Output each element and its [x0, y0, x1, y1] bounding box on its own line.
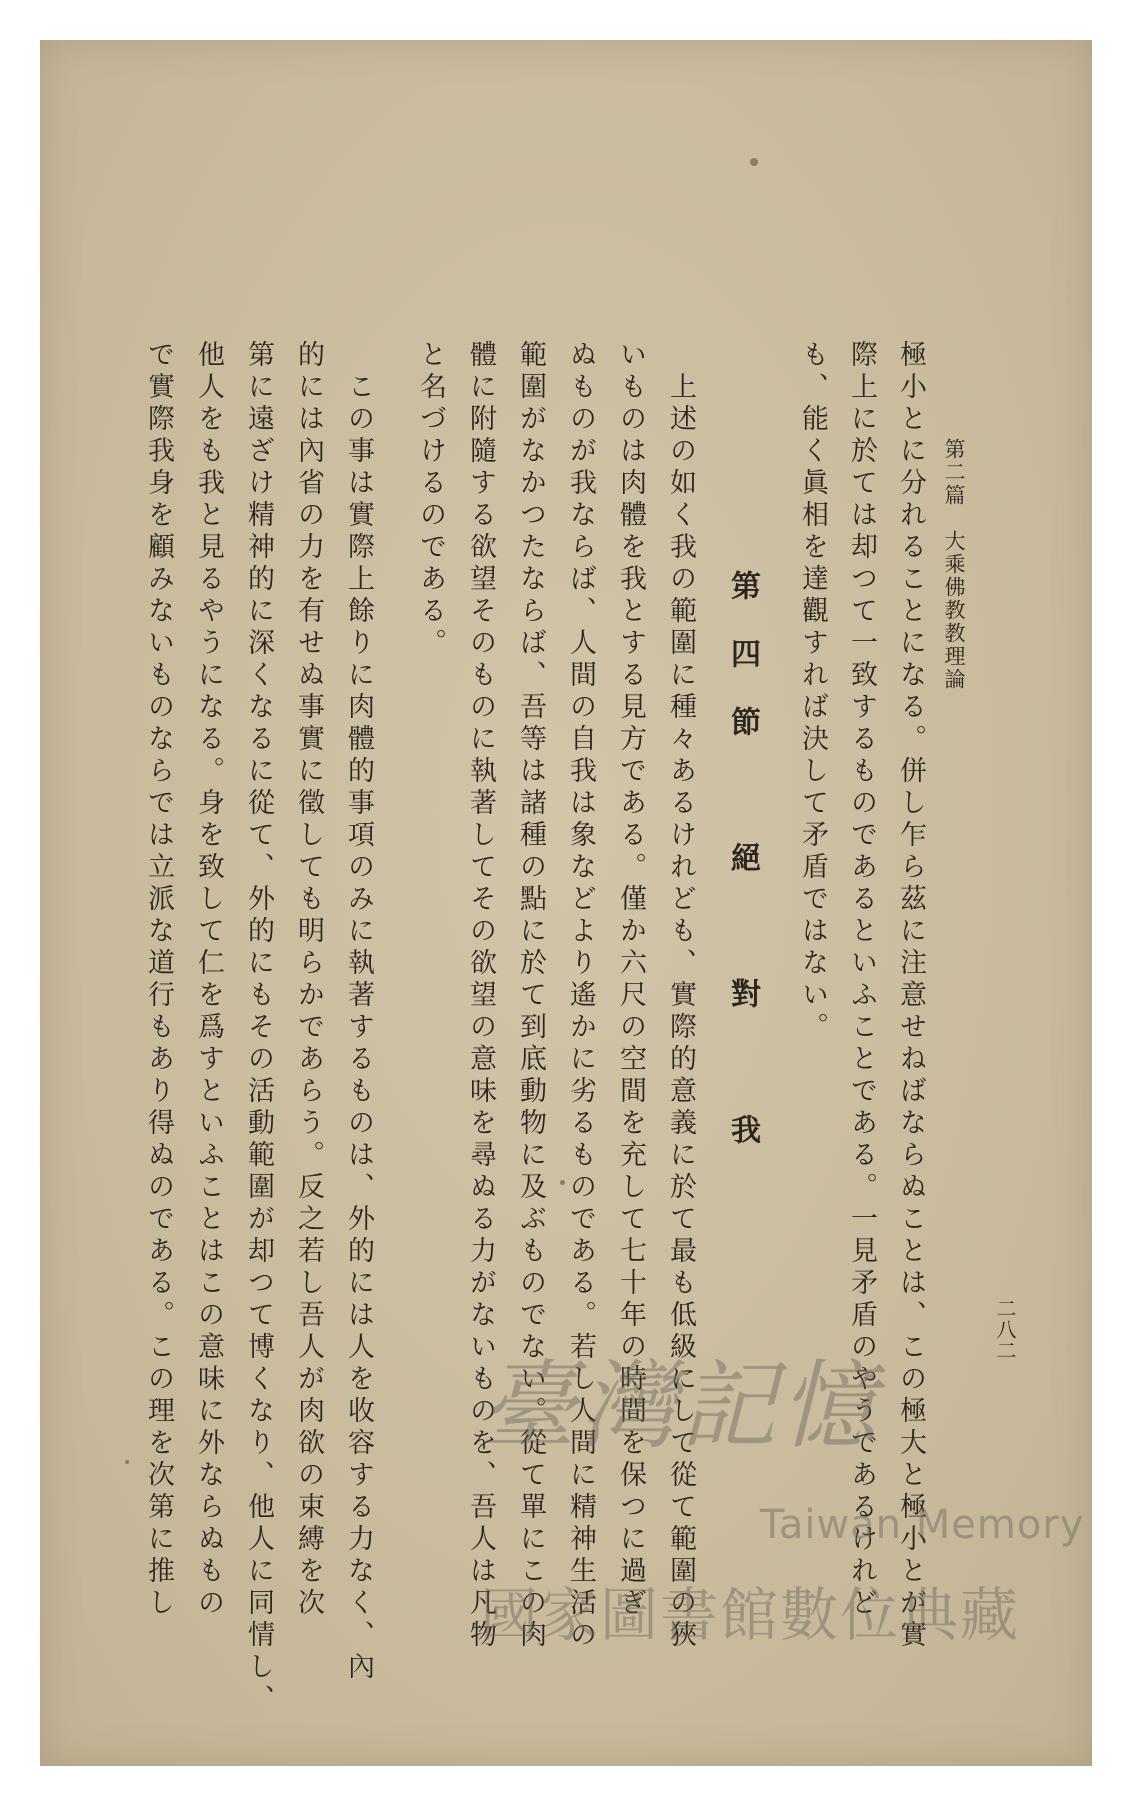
- section-heading: 第四節 絕 對 我: [725, 570, 760, 1182]
- text-line-2: 際上に於ては却つて一致するものであるといふことである。一見矛盾のやうであるけれど: [846, 340, 877, 1620]
- text-line-8: 體に附隨する欲望そのものに執著してその欲望の意味を尋ぬる力がないものを、吾人は凡物: [465, 340, 496, 1652]
- text-line-1: 極小とに分れることになる。併し乍ら茲に注意せねばならぬことは、この極大と極小とが實: [895, 340, 926, 1652]
- text-line-4: 上述の如く我の範圍に種々あるけれども、實際的意義に於て最も低級にして從て範圍の狹: [665, 340, 696, 1652]
- text-line-3: も、能く眞相を達觀すれば決して矛盾ではない。: [797, 340, 828, 1044]
- page-number: 二八二: [993, 1298, 1017, 1361]
- paper-speck: [750, 158, 758, 166]
- watermark-english: Taiwan Memory: [760, 1502, 1085, 1548]
- paper-speck: [560, 1180, 565, 1185]
- text-line-12: 第に遠ざけ精神的に深くなるに從て、外的にもその活動範圍が却つて博くなり、他人に同情し、: [243, 340, 274, 1716]
- running-head: 第二篇 大乘佛教教理論: [942, 438, 966, 691]
- watermark-institution: 國家圖書館數位典藏: [480, 1581, 1021, 1649]
- text-line-9: と名づけるのである。: [415, 340, 446, 660]
- watermark-logo: 臺灣記憶: [480, 1350, 880, 1462]
- text-line-7: 範圍がなかつたならば、吾等は諸種の點に於て到底動物に及ぶものでない。從て單にこの肉: [515, 340, 546, 1652]
- paper-speck: [125, 1460, 129, 1464]
- text-line-14: で實際我身を顧みないものならでは立派な道行もあり得ぬのである。この理を次第に推し: [143, 340, 174, 1620]
- text-line-5: いものは肉體を我とする見方である。僅か六尺の空間を充して七十年の時間を保つに過ぎ: [615, 340, 646, 1620]
- book-page: [40, 40, 1092, 1766]
- text-line-10: この事は實際上餘りに肉體的事項のみに執著するものは、外的には人を收容する力なく、內: [343, 340, 374, 1684]
- text-line-11: 的には內省の力を有せぬ事實に徵しても明らかであらう。反之若し吾人が肉欲の束縛を次: [293, 340, 324, 1620]
- text-line-6: ぬものが我ならば、人間の自我は象などより遙かに劣るものである。若し人間に精神生活の: [565, 340, 596, 1652]
- text-line-13: 他人をも我と見るやうになる。身を致して仁を爲すといふことはこの意味に外ならぬもの: [193, 340, 224, 1620]
